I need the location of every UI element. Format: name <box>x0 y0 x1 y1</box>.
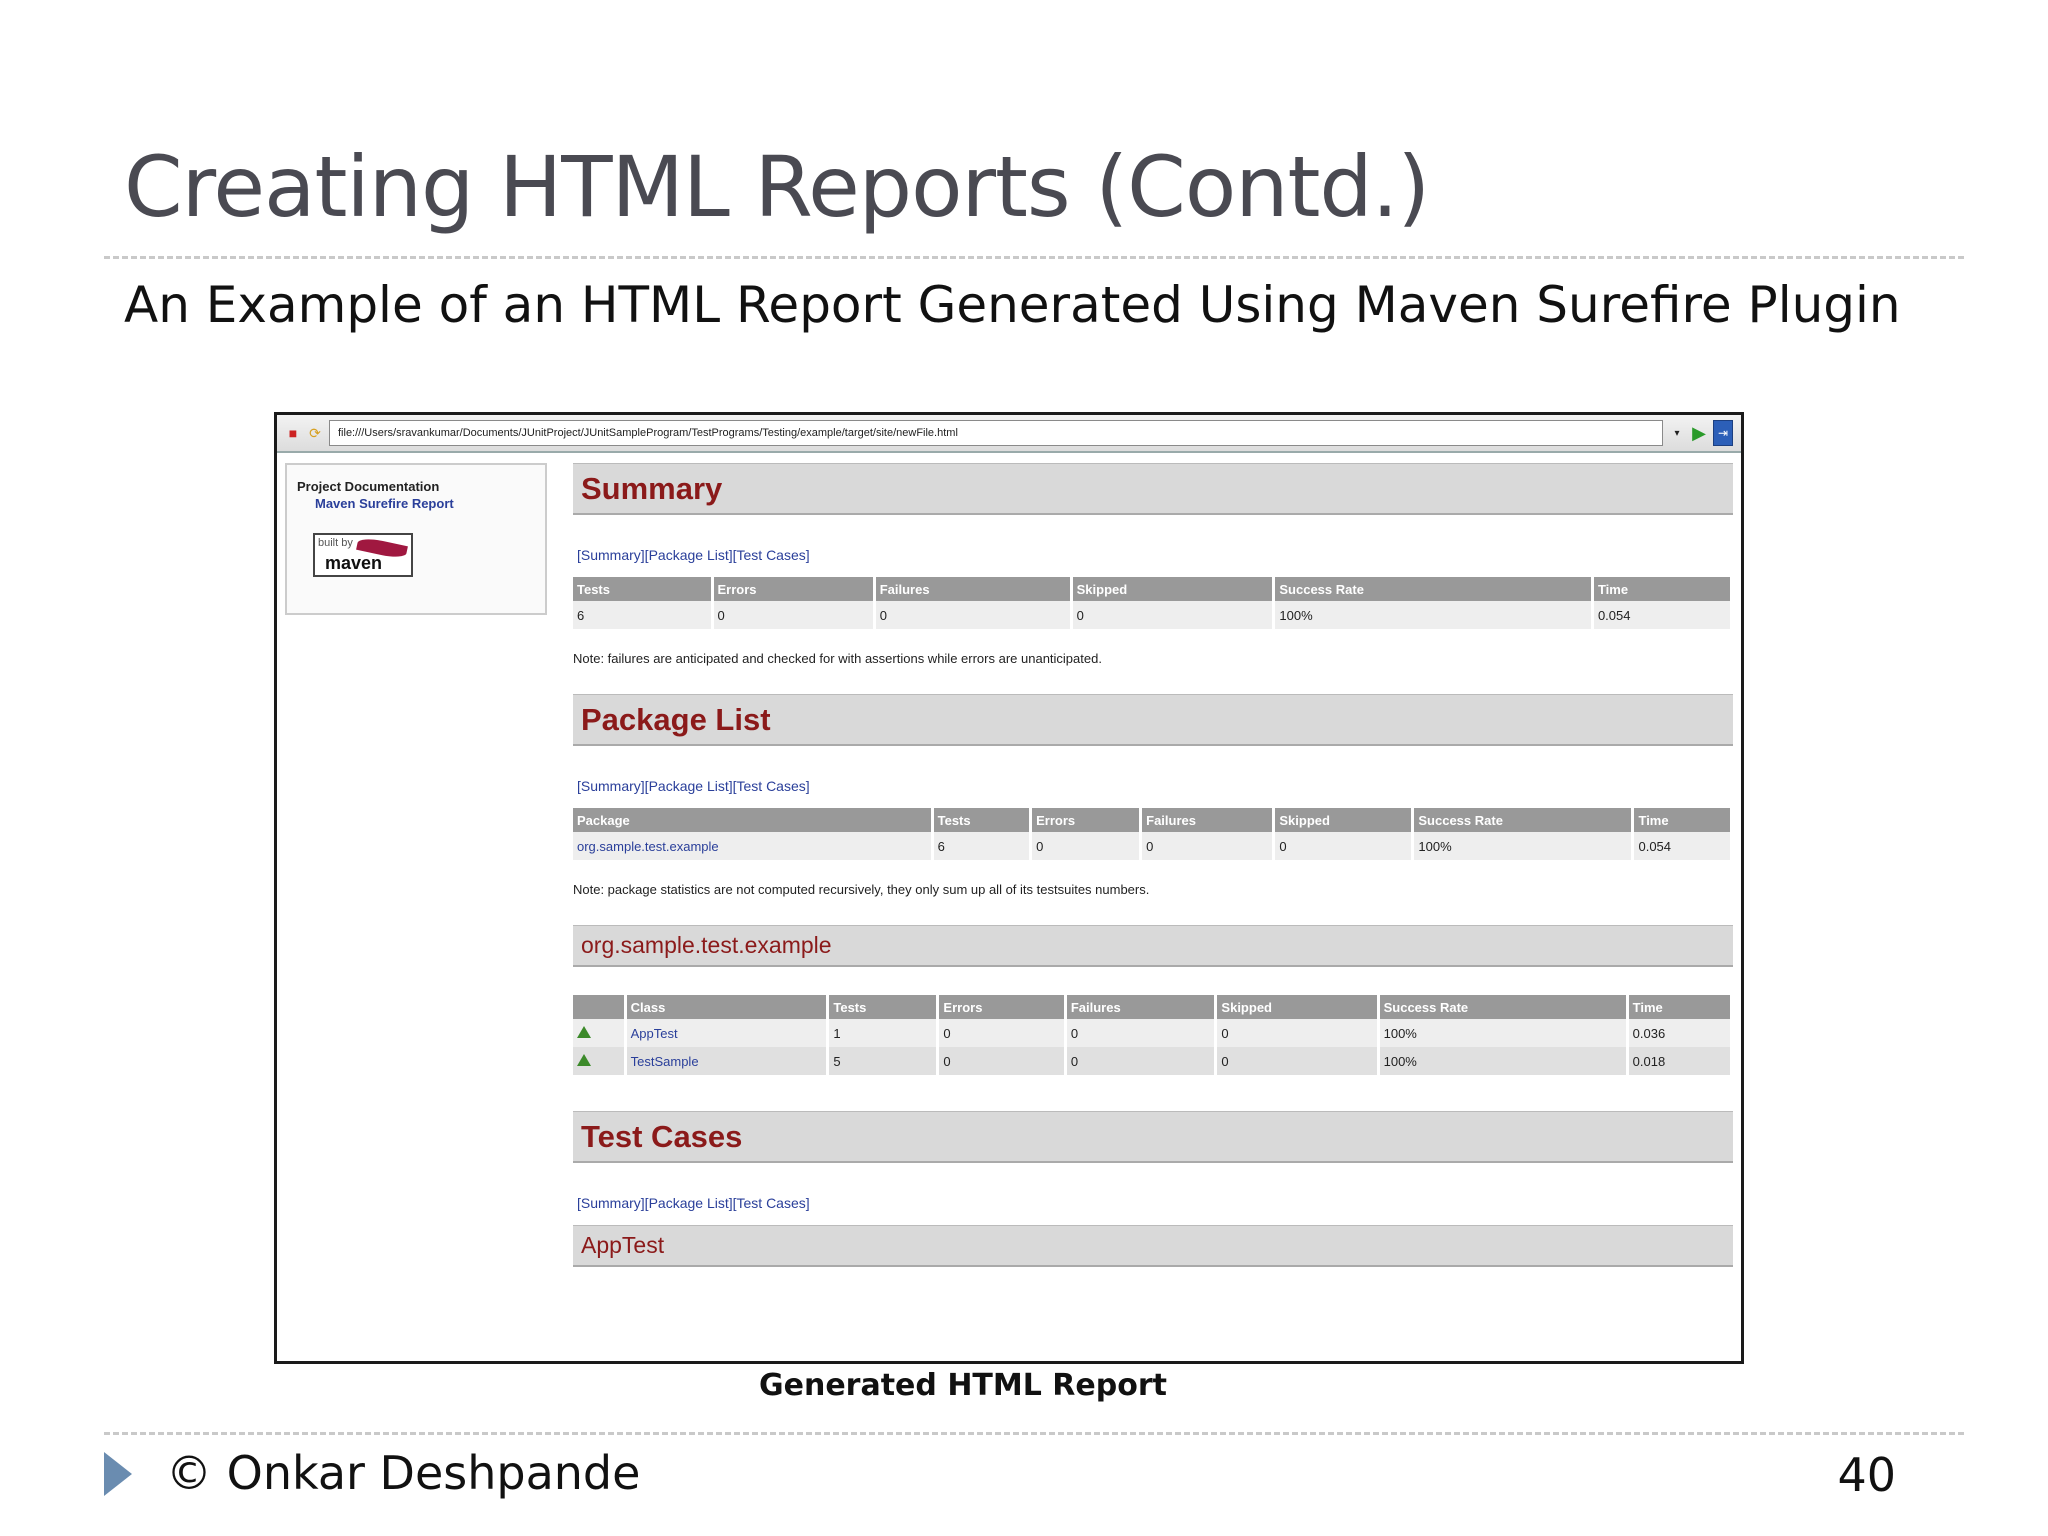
summary-heading: Summary <box>573 463 1733 515</box>
table-header: Package <box>573 808 932 832</box>
class-link[interactable]: AppTest <box>625 1019 828 1047</box>
summary-table <box>573 577 1733 629</box>
badge-built-by: built by <box>318 537 353 549</box>
table-header: Time <box>1633 808 1732 832</box>
table-header: Errors <box>938 995 1065 1019</box>
section-links[interactable]: [Summary][Package List][Test Cases] <box>577 547 810 563</box>
table-cell: 0 <box>1031 832 1141 860</box>
go-icon[interactable]: ▶ <box>1692 422 1706 443</box>
table-cell: 0 <box>712 601 874 629</box>
package-list-heading: Package List <box>573 694 1733 746</box>
left-nav <box>285 463 547 615</box>
table-header: Success Rate <box>1274 577 1593 601</box>
package-note: Note: package statistics are not computed recursively, they only sum up all of its testsuites numbers. <box>573 882 1150 897</box>
slide-title: Creating HTML Reports (Contd.) <box>124 138 1430 236</box>
test-cases-heading: Test Cases <box>573 1111 1733 1163</box>
table-header: Errors <box>712 577 874 601</box>
table-cell: 0 <box>1071 601 1274 629</box>
table-cell: 1 <box>828 1019 938 1047</box>
table-cell: 0 <box>1065 1047 1216 1075</box>
table-row <box>573 601 1732 629</box>
browser-toolbar <box>277 415 1741 453</box>
table-cell: 0.054 <box>1633 832 1732 860</box>
table-cell: 0 <box>1065 1019 1216 1047</box>
extension-icon[interactable]: ⇥ <box>1713 420 1733 446</box>
table-cell: 5 <box>828 1047 938 1075</box>
table-cell: 0 <box>1274 832 1413 860</box>
table-header: Tests <box>932 808 1030 832</box>
table-header <box>573 995 625 1019</box>
table-cell: 0 <box>1141 832 1274 860</box>
table-cell: 6 <box>573 601 712 629</box>
table-cell: 100% <box>1413 832 1633 860</box>
nav-link-surefire-report[interactable]: Maven Surefire Report <box>315 496 454 511</box>
package-heading: org.sample.test.example <box>573 925 1733 967</box>
table-cell: 100% <box>1274 601 1593 629</box>
table-header: Failures <box>1065 995 1216 1019</box>
table-header: Skipped <box>1071 577 1274 601</box>
table-header: Tests <box>573 577 712 601</box>
test-case-class-heading: AppTest <box>573 1225 1733 1267</box>
table-cell: 0 <box>938 1019 1065 1047</box>
reload-icon[interactable]: ⟳ <box>309 424 321 441</box>
table-header: Skipped <box>1274 808 1413 832</box>
table-cell: 100% <box>1378 1047 1627 1075</box>
table-cell: 0.036 <box>1627 1019 1731 1047</box>
package-list-table <box>573 808 1733 860</box>
table-header: Time <box>1592 577 1731 601</box>
table-cell: 0 <box>1216 1047 1378 1075</box>
success-icon <box>577 1054 591 1066</box>
slide-subtitle: An Example of an HTML Report Generated Using Maven Surefire Plugin <box>124 276 1901 334</box>
table-header: Time <box>1627 995 1731 1019</box>
table-row <box>573 1019 1732 1047</box>
table-row <box>573 832 1732 860</box>
table-cell: 0 <box>1216 1019 1378 1047</box>
table-header: Tests <box>828 995 938 1019</box>
section-links[interactable]: [Summary][Package List][Test Cases] <box>577 778 810 794</box>
table-header: Failures <box>1141 808 1274 832</box>
badge-maven: maven <box>325 553 383 573</box>
table-cell <box>573 1019 625 1047</box>
package-class-table <box>573 995 1733 1075</box>
footer-divider <box>104 1432 1964 1435</box>
footer-arrow-icon <box>104 1452 132 1496</box>
dropdown-icon[interactable]: ▾ <box>1674 427 1680 439</box>
page-number: 40 <box>1837 1448 1896 1502</box>
figure-caption: Generated HTML Report <box>759 1368 1167 1403</box>
table-row <box>573 1047 1732 1075</box>
table-header: Success Rate <box>1413 808 1633 832</box>
table-header: Success Rate <box>1378 995 1627 1019</box>
report-content <box>573 463 1733 1267</box>
table-header: Skipped <box>1216 995 1378 1019</box>
table-header: Class <box>625 995 828 1019</box>
report-screenshot <box>274 412 1744 1364</box>
summary-note: Note: failures are anticipated and checked for with assertions while errors are unanticipated. <box>573 651 1102 666</box>
url-text: file:///Users/sravankumar/Documents/JUnitProject/JUnitSampleProgram/TestPrograms/Testing/example/target/site/newFile.html <box>338 427 958 439</box>
maven-logo[interactable] <box>313 533 413 577</box>
address-bar-input[interactable] <box>329 420 1663 446</box>
table-cell: 0 <box>874 601 1071 629</box>
report-page <box>277 453 1741 1361</box>
table-cell: 0.018 <box>1627 1047 1731 1075</box>
table-cell <box>573 1047 625 1075</box>
footer-copyright: © Onkar Deshpande <box>166 1446 641 1500</box>
table-cell: 6 <box>932 832 1030 860</box>
table-header: Failures <box>874 577 1071 601</box>
class-link[interactable]: TestSample <box>625 1047 828 1075</box>
nav-heading: Project Documentation <box>297 479 440 494</box>
package-link[interactable]: org.sample.test.example <box>573 832 932 860</box>
table-cell: 0.054 <box>1592 601 1731 629</box>
title-divider <box>104 256 1964 259</box>
table-cell: 100% <box>1378 1019 1627 1047</box>
stop-icon[interactable]: ■ <box>288 425 298 441</box>
table-header: Errors <box>1031 808 1141 832</box>
table-cell: 0 <box>938 1047 1065 1075</box>
section-links[interactable]: [Summary][Package List][Test Cases] <box>577 1195 810 1211</box>
success-icon <box>577 1026 591 1038</box>
